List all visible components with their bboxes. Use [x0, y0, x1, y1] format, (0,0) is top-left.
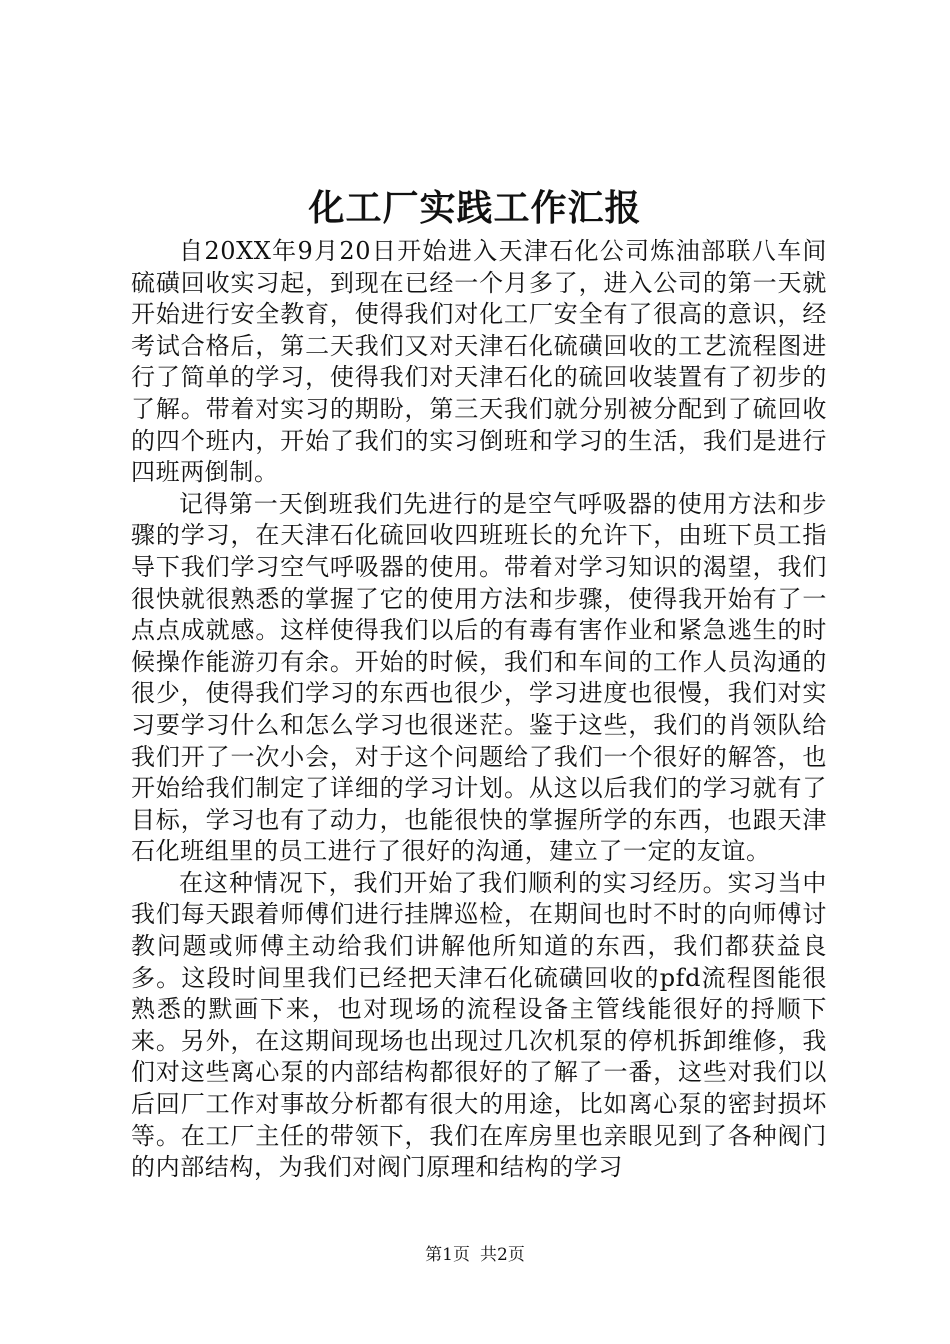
- page-number: 第1页: [425, 1245, 470, 1265]
- paragraph-2: 记得第一天倒班我们先进行的是空气呼吸器的使用方法和步骤的学习，在天津石化硫回收四班班长的允许下，由班下员工指导下我们学习空气呼吸器的使用。带着对学习知识的渴望，我们很快就很熟悉的掌握了它的使用方法和步骤，使得我开始有了一点点成就感。这样使得我们以后的有毒有害作业和紧急逃生的时候操作能游刃有余。开始的时候，我们和车间的工作人员沟通的很少，使得我们学习的东西也很少，学习进度也很慢，我们对实习要学习什么和怎么学习也很迷茫。鉴于这些，我们的肖领队给我们开了一次小会，对于这个问题给了我们一个很好的解答，也开始给我们制定了详细的学习计划。从这以后我们的学习就有了目标，学习也有了动力，也能很快的掌握所学的东西，也跟天津石化班组里的员工进行了很好的沟通，建立了一定的友谊。: [131, 489, 827, 866]
- page-total: 共2页: [480, 1245, 525, 1265]
- document-title: 化工厂实践工作汇报: [308, 187, 642, 229]
- page-footer: [0, 1244, 950, 1266]
- paragraph-3: 在这种情况下，我们开始了我们顺利的实习经历。实习当中我们每天跟着师傅们进行挂牌巡检，在期间也时不时的向师傅讨教问题或师傅主动给我们讲解他所知道的东西，我们都获益良多。这段时间里我们已经把天津石化硫磺回收的pfd流程图能很熟悉的默画下来，也对现场的流程设备主管线能很好的捋顺下来。另外，在这期间现场也出现过几次机泵的停机拆卸维修，我们对这些离心泵的内部结构都很好的了解了一番，这些对我们以后回厂工作对事故分析都有很大的用途，比如离心泵的密封损坏等。在工厂主任的带领下，我们在库房里也亲眼见到了各种阀门的内部结构，为我们对阀门原理和结构的学习: [131, 868, 827, 1182]
- document-body: [131, 236, 827, 1184]
- paragraph-1: 自20XX年9月20日开始进入天津石化公司炼油部联八车间硫磺回收实习起，到现在已经一个月多了，进入公司的第一天就开始进行安全教育，使得我们对化工厂安全有了很高的意识，经考试合格后，第二天我们又对天津石化硫磺回收的工艺流程图进行了简单的学习，使得我们对天津石化的硫回收装置有了初步的了解。带着对实习的期盼，第三天我们就分别被分配到了硫回收的四个班内，开始了我们的实习倒班和学习的生活，我们是进行四班两倒制。: [131, 237, 827, 487]
